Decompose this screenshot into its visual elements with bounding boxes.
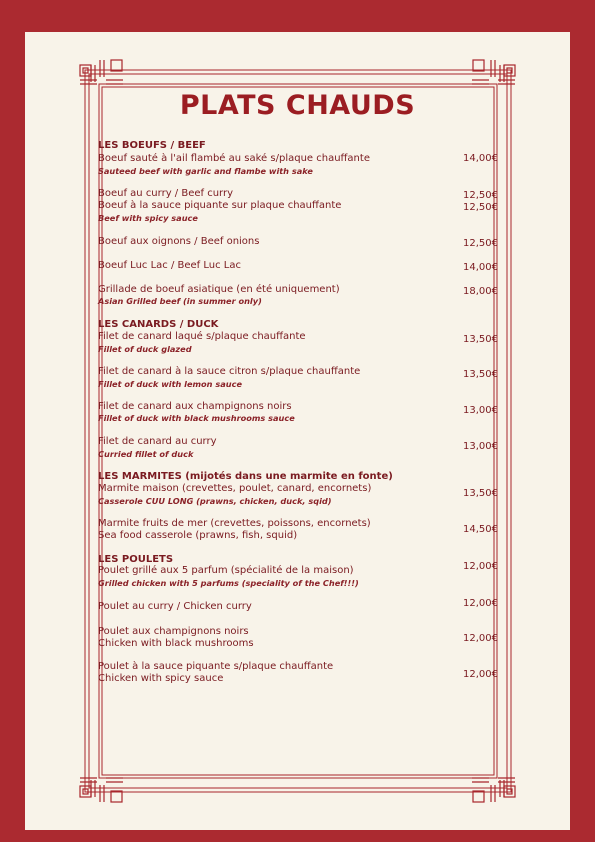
menu-item-name: Boeuf au curry / Beef curry xyxy=(98,188,234,199)
section-title-chicken: LES POULETS xyxy=(98,554,174,565)
menu-item-name: Boeuf sauté à l'ail flambé au saké s/plaque chauffante xyxy=(98,153,370,164)
page-title: PLATS CHAUDS xyxy=(179,90,416,121)
menu-item-price: 13,50€ xyxy=(463,369,498,380)
menu-item-name-english: Chicken with spicy sauce xyxy=(98,673,224,684)
menu-item-price: 13,50€ xyxy=(463,488,498,499)
menu-item-name: Boeuf aux oignons / Beef onions xyxy=(98,236,260,247)
menu-item-price: 12,00€ xyxy=(463,633,498,644)
menu-item-price: 12,50€ xyxy=(463,190,498,201)
menu-item-price: 18,00€ xyxy=(463,286,498,297)
menu-item-price: 14,00€ xyxy=(463,153,498,164)
menu-page xyxy=(25,32,570,830)
menu-item-name: Poulet aux champignons noirs xyxy=(98,626,249,637)
menu-item-name: Poulet à la sauce piquante s/plaque chauffante xyxy=(98,661,334,672)
menu-item-translation: Asian Grilled beef (in summer only) xyxy=(98,296,262,306)
menu-item-price: 14,00€ xyxy=(463,262,498,273)
menu-item-name: Filet de canard laqué s/plaque chauffante xyxy=(98,331,306,342)
menu-item-translation: Sauteed beef with garlic and flambe with sake xyxy=(98,166,313,176)
decorative-frame xyxy=(25,32,570,830)
menu-item-price: 13,00€ xyxy=(463,405,498,416)
menu-item-name: Filet de canard à la sauce citron s/plaque chauffante xyxy=(98,366,361,377)
menu-item-price: 12,50€ xyxy=(463,202,498,213)
menu-item-name: Poulet au curry / Chicken curry xyxy=(98,601,252,612)
menu-item-name-english: Chicken with black mushrooms xyxy=(98,638,254,649)
menu-item-name: Marmite fruits de mer (crevettes, poissons, encornets) xyxy=(98,518,371,529)
menu-item-translation: Curried fillet of duck xyxy=(98,449,194,459)
menu-item-price: 12,00€ xyxy=(463,561,498,572)
menu-item-translation: Casserole CUU LONG (prawns, chicken, duck, sqid) xyxy=(98,496,332,506)
menu-item-price: 14,50€ xyxy=(463,524,498,535)
menu-item-price: 13,50€ xyxy=(463,334,498,345)
menu-item-price: 12,00€ xyxy=(463,598,498,609)
menu-item-price: 12,50€ xyxy=(463,238,498,249)
menu-item-translation: Fillet of duck with lemon sauce xyxy=(98,379,242,389)
menu-item-translation: Fillet of duck with black mushrooms sauce xyxy=(98,413,295,423)
menu-item-name: Boeuf à la sauce piquante sur plaque chauffante xyxy=(98,200,342,211)
menu-item-name-english: Sea food casserole (prawns, fish, squid) xyxy=(98,530,298,541)
menu-item-price: 13,00€ xyxy=(463,441,498,452)
section-title-casseroles: LES MARMITES (mijotés dans une marmite en fonte) xyxy=(98,471,393,482)
section-title-beef: LES BOEUFS / BEEF xyxy=(98,140,206,151)
menu-item-price: 12,00€ xyxy=(463,669,498,680)
menu-item-translation: Grilled chicken with 5 parfums (speciality of the Chef!!!) xyxy=(98,578,359,588)
menu-item-name: Marmite maison (crevettes, poulet, canard, encornets) xyxy=(98,483,372,494)
menu-item-name: Poulet grillé aux 5 parfum (spécialité de la maison) xyxy=(98,565,354,576)
menu-item-name: Grillade de boeuf asiatique (en été uniquement) xyxy=(98,284,340,295)
menu-item-translation: Fillet of duck glazed xyxy=(98,344,192,354)
section-title-duck: LES CANARDS / DUCK xyxy=(98,319,219,330)
menu-item-name: Filet de canard au curry xyxy=(98,436,217,447)
menu-item-name: Filet de canard aux champignons noirs xyxy=(98,401,292,412)
menu-item-name: Boeuf Luc Lac / Beef Luc Lac xyxy=(98,260,241,271)
menu-item-translation: Beef with spicy sauce xyxy=(98,213,198,223)
